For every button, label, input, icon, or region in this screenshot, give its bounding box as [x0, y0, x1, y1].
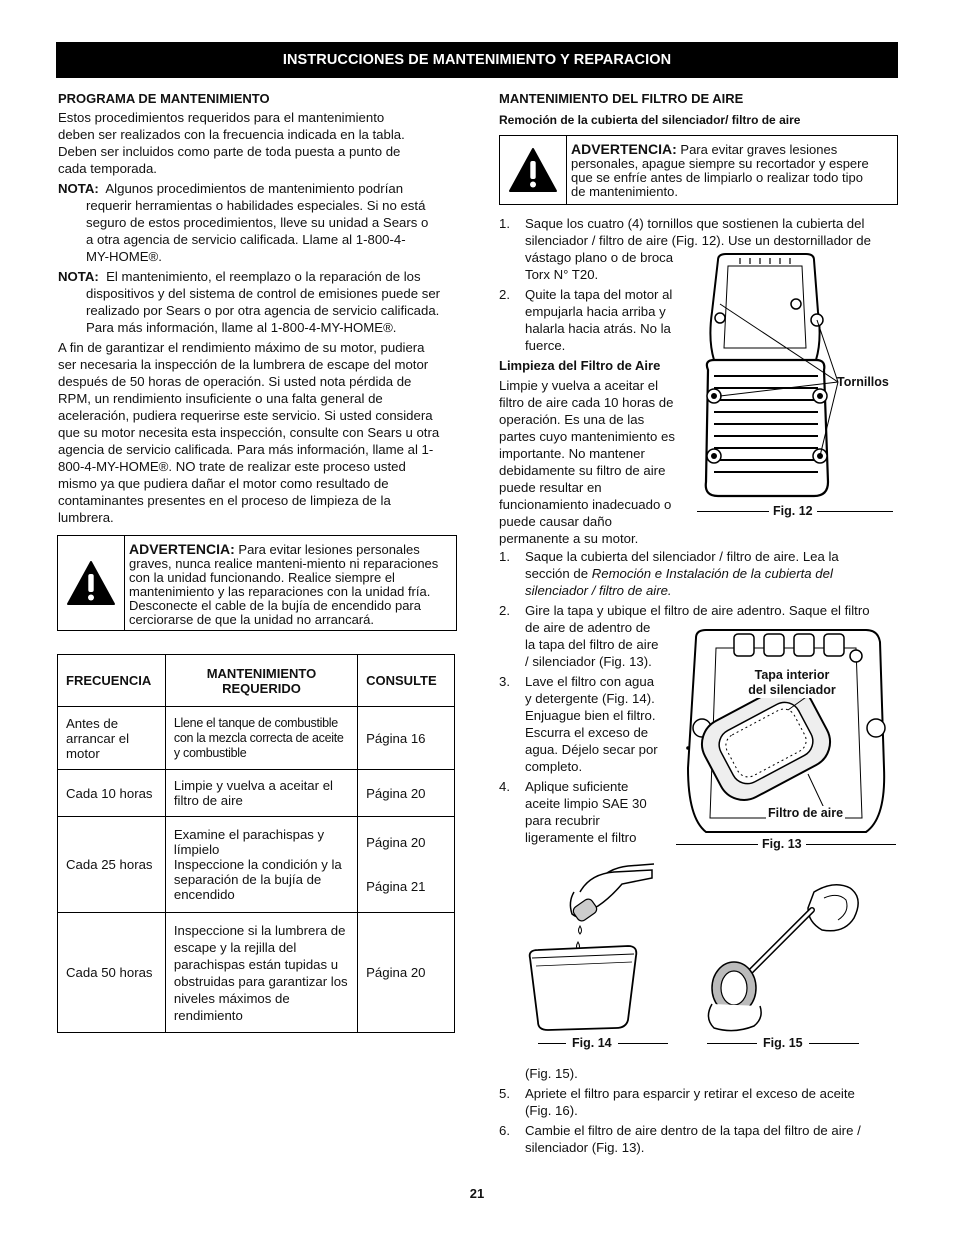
fig12-caption: Fig. 12 — [697, 504, 893, 518]
fig15-caption: Fig. 15 — [707, 1036, 859, 1050]
air-filter-heading: MANTENIMIENTO DEL FILTRO DE AIRE — [499, 91, 744, 106]
list-item: 6. Cambie el filtro de aire dentro de la tapa del filtro de aire / silenciador (Fig. 13). — [499, 1123, 861, 1155]
table-row — [58, 817, 455, 913]
warning-box-right — [499, 135, 898, 205]
cell-task: Llene el tanque de combustible con la mezcla correcta de aceite y combustible — [165, 707, 357, 770]
list-item: 4. Aplique suficiente aceite limpio SAE 30 para recubrir ligeramente el filtro — [499, 779, 647, 845]
cover-removal-subheading: Remoción de la cubierta del silenciador/ filtro de aire — [499, 113, 801, 127]
note-2: NOTA: El mantenimiento, el reemplazo o la reparación de los dispositivos y del sistema de control de emisiones puede ser realizado por Sears o por otra agencia de servicio calificada. Para más información, llame al 1-800-4-MY-HOME®. — [58, 269, 441, 335]
list-item: 2. Gire la tapa y ubique el filtro de aire adentro. Saque el filtro de aire de adentro de la tapa del filtro de aire / silenciador (Fig. 13). — [499, 603, 870, 669]
table-header-row — [58, 655, 455, 707]
cell-frequency: Cada 25 horas — [58, 817, 166, 913]
list-item: 5. Apriete el filtro para esparcir y retirar el exceso de aceite (Fig. 16). — [499, 1086, 855, 1118]
steps-final — [499, 1085, 899, 1156]
list-item: 1. Saque la cubierta del silenciador / filtro de aire. Lea la sección de Remoción e Instalación de la cubierta del silenciador / filtro de aire. — [499, 549, 839, 598]
cell-frequency: Cada 10 horas — [58, 770, 166, 817]
exhaust-port-paragraph: A fin de garantizar el rendimiento máximo de su motor, pudiera ser necesaria la inspección de la lumbrera de escape del motor después de 50 horas de operación. Si usted nota pérdida de RPM, un rendimiento insuficiente o una falta general de aceleración, pudiera requerirse este servicio. Si usted considera que su motor necesita esta inspección, consulte con Sears u otra agencia de servicio calificada. Para más información, llame al 1- 800-4-MY-HOME®. NO trate de realizar este proceso usted mismo ya que pudiera dañar el motor como resultado de contaminantes presentes en el proceso de limpieza de la lumbrera. — [58, 340, 440, 525]
cell-reference: Página 20 — [358, 913, 455, 1033]
list-item: 1. Saque los cuatro (4) tornillos que sostienen la cubierta del silenciador / filtro de aire (Fig. 12). Use un destornillador de vástago plano o de broca Torx N° T20. — [499, 216, 871, 282]
maintenance-schedule-heading: PROGRAMA DE MANTENIMIENTO — [58, 91, 270, 106]
warning-text: ADVERTENCIA: Para evitar graves lesiones personales, apague siempre su recortador y espere que se enfríe antes de limpiarlo o realizar todo tipo de mantenimiento. — [571, 141, 869, 199]
cell-frequency: Cada 50 horas — [58, 913, 166, 1033]
fig13-callout-inner-cover: Tapa interior del silenciador — [730, 668, 854, 698]
cell-task: Limpie y vuelva a aceitar el filtro de aire — [165, 770, 357, 817]
fig13-caption: Fig. 13 — [676, 837, 896, 851]
muffler-cover-illustration — [700, 252, 840, 502]
note-1: NOTA: Algunos procedimientos de mantenimiento podrían requerir herramientas o habilidades especiales. Si no está seguro de estos procedimientos, lleve su unidad a Sears o a otra agencia de servicio calificada. Llame al 1-800-4- MY-HOME®. — [58, 181, 429, 264]
table-row — [58, 770, 455, 817]
header-reference: CONSULTE — [358, 655, 455, 707]
warning-triangle-icon — [58, 536, 125, 630]
header-frequency: FRECUENCIA — [58, 655, 166, 707]
filter-cleaning-heading: Limpieza del Filtro de Aire — [499, 358, 661, 373]
cell-reference: Página 16 — [358, 707, 455, 770]
list-item: 2. Quite la tapa del motor al empujarla hacia arriba y halarla hacia atrás. No la fuerce. — [499, 287, 673, 353]
cell-task: Examine el parachispas y límpielo Inspeccione la condición y la separación de la bujía de encendido — [165, 817, 357, 913]
section-banner: INSTRUCCIONES DE MANTENIMIENTO Y REPARACION — [56, 42, 898, 78]
cell-reference: Página 20 — [358, 770, 455, 817]
cell-reference: Página 20 Página 21 — [358, 817, 455, 913]
continued-text: (Fig. 15). — [525, 1066, 578, 1081]
intro-paragraph: Estos procedimientos requeridos para el mantenimiento deben ser realizados con la frecuencia indicada en la tabla. Deben ser incluidos como parte de toda puesta a punto de cada temporada. — [58, 110, 405, 176]
filter-cleaning-paragraph: Limpie y vuelva a aceitar el filtro de aire cada 10 horas de operación. Es una de las partes cuyo mantenimiento es importante. No mantener debidamente su filtro de aire puede resultar en funcionamiento inadecuado o puede causar daño permanente a su motor. — [499, 378, 675, 546]
warning-triangle-icon — [500, 136, 567, 204]
cell-task: Inspeccione si la lumbrera de escape y la rejilla del parachispas están tupidas u obstruidas para garantizar los niveles máximos de rendimiento — [165, 913, 357, 1033]
table-row — [58, 913, 455, 1033]
maintenance-table — [57, 654, 455, 1033]
fig13-callout-filter: Filtro de aire — [768, 806, 844, 820]
table-row — [58, 707, 455, 770]
fig12-callout-screws: Tornillos — [837, 375, 889, 389]
warning-text: ADVERTENCIA: Para evitar lesiones personales graves, nunca realice manteni-miento ni reparaciones con la unidad funcionando. Realice siempre el mantenimiento y las reparaciones con la unidad fría. Desconecte el cable de la bujía de encendido para cerciorarse de que la unidad no arrancará. — [129, 541, 439, 627]
header-maintenance: MANTENIMIENTO REQUERIDO — [165, 655, 357, 707]
fig14-caption: Fig. 14 — [538, 1036, 668, 1050]
list-item: 3. Lave el filtro con agua y detergente (Fig. 14). Enjuague bien el filtro. Escurra el exceso de agua. Déjelo secar por completo. — [499, 674, 658, 774]
warning-box-left — [57, 535, 457, 631]
page-number: 21 — [469, 1186, 485, 1201]
oiling-filter-illustration — [704, 878, 868, 1034]
washing-filter-illustration — [524, 862, 658, 1034]
cell-frequency: Antes de arrancar el motor — [58, 707, 166, 770]
